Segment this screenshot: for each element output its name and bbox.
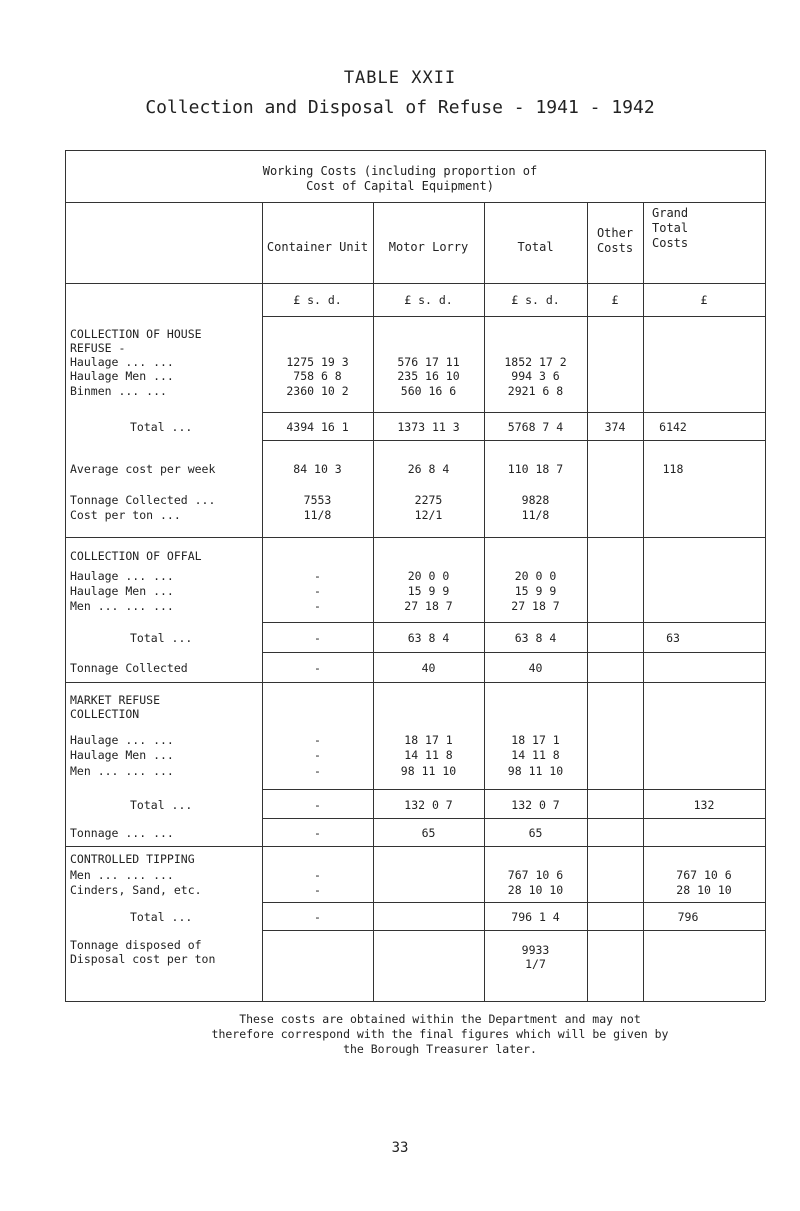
offal-men-container: -	[314, 599, 321, 613]
market-haulage-men-container: -	[314, 748, 321, 762]
house-section-bottom	[65, 537, 765, 538]
house-total-other: 374	[604, 420, 626, 434]
offal-tonnage-total: 40	[528, 661, 543, 675]
market-haulage-label: Haulage ... ...	[70, 733, 174, 747]
tipping-cinders-total: 28 10 10	[507, 883, 564, 897]
market-haulage-motor: 18 17 1	[404, 733, 453, 747]
market-men-label: Men ... ... ...	[70, 764, 174, 778]
tipping-total-total: 796 1 4	[511, 910, 560, 924]
market-total-bottom	[262, 818, 765, 819]
offal-haulage-motor: 20 0 0	[407, 569, 450, 583]
tipping-disposal-cost-label: Disposal cost per ton	[70, 952, 216, 966]
market-haulage-men-total: 14 11 8	[511, 748, 560, 762]
house-total-top	[262, 412, 765, 413]
house-cost-per-ton-label: Cost per ton ...	[70, 508, 181, 522]
house-total-total: 5768 7 4	[507, 420, 564, 434]
market-total-grand: 132	[693, 798, 715, 812]
tipping-total-label: Total ...	[130, 910, 193, 924]
offal-total-container: -	[314, 631, 321, 645]
header-divider	[65, 202, 765, 203]
offal-haulage-men-total: 15 9 9	[514, 584, 557, 598]
market-heading-line1: MARKET REFUSE	[70, 693, 161, 707]
house-total-bottom	[262, 440, 765, 441]
market-tonnage-motor: 65	[421, 826, 436, 840]
table-subtitle: Collection and Disposal of Refuse - 1941 - 1942	[145, 97, 655, 118]
tipping-heading: CONTROLLED TIPPING	[70, 852, 195, 866]
house-average-total: 110 18 7	[507, 462, 564, 476]
offal-haulage-men-label: Haulage Men ...	[70, 584, 174, 598]
tipping-men-container: -	[314, 868, 321, 882]
house-total-label: Total ...	[130, 420, 193, 434]
other-units: £	[611, 293, 619, 307]
market-men-container: -	[314, 764, 321, 778]
market-total-label: Total ...	[130, 798, 193, 812]
tipping-total-grand: 796	[677, 910, 699, 924]
house-total-motor: 1373 11 3	[397, 420, 460, 434]
offal-total-grand: 63	[666, 631, 680, 645]
house-binmen-label: Binmen ... ...	[70, 384, 167, 398]
offal-tonnage-label: Tonnage Collected	[70, 661, 188, 675]
grand-total-header: Grand Total Costs	[652, 206, 689, 250]
house-binmen-container: 2360 10 2	[286, 384, 349, 398]
tipping-total-top	[262, 902, 765, 903]
house-cost-per-ton-motor: 12/1	[414, 508, 443, 522]
units-divider	[65, 283, 765, 284]
grand-units: £	[700, 293, 708, 307]
tipping-cinders-container: -	[314, 883, 321, 897]
house-cost-per-ton-container: 11/8	[303, 508, 332, 522]
tipping-total-bottom	[262, 930, 765, 931]
house-haulage-label: Haulage ... ...	[70, 355, 174, 369]
tipping-men-grand: 767 10 6	[676, 868, 732, 882]
house-haulage-container: 1275 19 3	[286, 355, 349, 369]
offal-total-motor: 63 8 4	[407, 631, 450, 645]
offal-heading: COLLECTION OF OFFAL	[70, 549, 202, 563]
left-border	[65, 150, 66, 1001]
offal-men-label: Men ... ... ...	[70, 599, 174, 613]
house-average-label: Average cost per week	[70, 462, 216, 476]
table-top-border	[65, 150, 765, 151]
offal-total-label: Total ...	[130, 631, 193, 645]
right-border	[765, 150, 766, 1001]
page-number: 33	[391, 1140, 409, 1156]
market-haulage-container: -	[314, 733, 321, 747]
offal-men-total: 27 18 7	[511, 599, 560, 613]
offal-haulage-men-container: -	[314, 584, 321, 598]
house-heading: COLLECTION OF HOUSE REFUSE -	[70, 327, 202, 355]
market-tonnage-label: Tonnage ... ...	[70, 826, 174, 840]
house-average-container: 84 10 3	[293, 462, 342, 476]
house-tonnage-label: Tonnage Collected ...	[70, 493, 216, 507]
house-tonnage-container: 7553	[303, 493, 332, 507]
motor-units: £ s. d.	[404, 293, 453, 307]
house-haulage-total: 1852 17 2	[504, 355, 567, 369]
col-divider-4	[587, 202, 588, 1001]
market-total-motor: 132 0 7	[404, 798, 453, 812]
market-men-motor: 98 11 10	[400, 764, 457, 778]
market-haulage-men-motor: 14 11 8	[404, 748, 453, 762]
offal-total-bottom	[262, 652, 765, 653]
house-tonnage-motor: 2275	[414, 493, 443, 507]
offal-haulage-men-motor: 15 9 9	[407, 584, 450, 598]
house-haulage-men-container: 758 6 8	[293, 369, 342, 383]
offal-haulage-container: -	[314, 569, 321, 583]
table-bottom-border	[65, 1001, 765, 1002]
market-total-top	[262, 789, 765, 790]
tipping-men-total: 767 10 6	[507, 868, 564, 882]
tipping-cost-per-ton-total: 1/7	[525, 957, 546, 971]
house-tonnage-total: 9828	[521, 493, 550, 507]
market-tonnage-container: -	[314, 826, 321, 840]
market-total-container: -	[314, 798, 321, 812]
house-binmen-motor: 560 16 6	[400, 384, 457, 398]
house-haulage-men-motor: 235 16 10	[397, 369, 460, 383]
market-total-total: 132 0 7	[511, 798, 560, 812]
tipping-men-label: Men ... ... ...	[70, 868, 174, 882]
offal-tonnage-motor: 40	[421, 661, 436, 675]
house-average-grand: 118	[662, 462, 684, 476]
footnote: These costs are obtained within the Department and may not therefore correspond with the final figures which will be given by the Borough Treasurer later.	[211, 1012, 669, 1056]
offal-haulage-total: 20 0 0	[514, 569, 557, 583]
container-units: £ s. d.	[293, 293, 342, 307]
tipping-tonnage-label: Tonnage disposed of	[70, 938, 202, 952]
house-average-motor: 26 8 4	[407, 462, 450, 476]
offal-section-bottom	[65, 682, 765, 683]
total-units: £ s. d.	[511, 293, 560, 307]
table-title: TABLE XXII	[343, 68, 457, 88]
offal-haulage-label: Haulage ... ...	[70, 569, 174, 583]
container-unit-header: Container Unit	[266, 240, 369, 254]
working-costs-header: Working Costs (including proportion of Cost of Capital Equipment)	[262, 164, 538, 193]
market-section-bottom	[65, 846, 765, 847]
market-heading-line2: COLLECTION	[70, 707, 140, 721]
motor-lorry-header: Motor Lorry	[388, 240, 469, 254]
tipping-cinders-grand: 28 10 10	[676, 883, 732, 897]
market-haulage-men-label: Haulage Men ...	[70, 748, 174, 762]
market-haulage-total: 18 17 1	[511, 733, 560, 747]
total-header: Total	[517, 240, 554, 254]
house-total-grand: 6142	[659, 420, 687, 434]
units-bottom	[262, 316, 765, 317]
house-binmen-total: 2921 6 8	[507, 384, 564, 398]
offal-tonnage-container: -	[314, 661, 321, 675]
market-tonnage-total: 65	[528, 826, 543, 840]
house-total-container: 4394 16 1	[286, 420, 349, 434]
house-cost-per-ton-total: 11/8	[521, 508, 550, 522]
market-men-total: 98 11 10	[507, 764, 564, 778]
tipping-tonnage-total: 9933	[521, 943, 550, 957]
house-haulage-men-total: 994 3 6	[511, 369, 560, 383]
tipping-total-container: -	[314, 910, 321, 924]
other-costs-header: Other Costs	[596, 226, 634, 255]
tipping-cinders-label: Cinders, Sand, etc.	[70, 883, 202, 897]
offal-total-total: 63 8 4	[514, 631, 557, 645]
offal-total-top	[262, 622, 765, 623]
house-haulage-men-label: Haulage Men ...	[70, 369, 174, 383]
offal-men-motor: 27 18 7	[404, 599, 453, 613]
house-haulage-motor: 576 17 11	[397, 355, 460, 369]
